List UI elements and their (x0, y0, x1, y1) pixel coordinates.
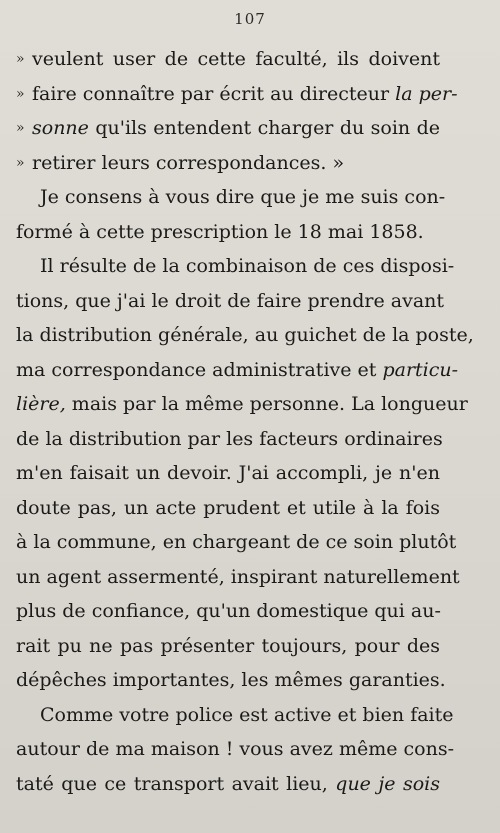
text-line (16, 42, 440, 77)
line-text: dépêches importantes, les mêmes garanties. (16, 669, 446, 691)
text-line (16, 767, 440, 802)
text-line (16, 249, 455, 284)
line-text: autour de ma maison ! vous avez même cons- (16, 738, 454, 760)
line-text: à la commune, en chargeant de ce soin plutôt (16, 531, 457, 553)
line-text: faire connaître par écrit au directeur (32, 82, 396, 105)
quote-mark: » (16, 120, 25, 136)
quote-mark: » (16, 154, 25, 171)
line-text: de la distribution par les facteurs ordinaires (16, 427, 443, 450)
italic-text: que je sois (335, 772, 440, 795)
italic-text: particu- (382, 358, 459, 381)
text-line (16, 422, 443, 457)
text-line (16, 146, 440, 181)
line-text: taté que ce transport avait lieu, (16, 772, 336, 795)
quote-mark: » (16, 51, 25, 67)
text-line (16, 491, 440, 526)
line-text: Il résulte de la combinaison de ces disposi- (40, 255, 455, 277)
line-text: veulent user de cette faculté, ils doivent (32, 48, 440, 70)
line-text: formé à cette prescription le 18 mai 1858. (16, 220, 424, 243)
body-text (16, 42, 474, 801)
italic-text: sonne (32, 117, 89, 139)
text-line (16, 387, 468, 422)
text-line (16, 663, 446, 698)
line-text: qu'ils entendent charger du soin de (88, 117, 440, 139)
text-line (16, 732, 454, 767)
text-line (16, 560, 460, 595)
line-text: ma correspondance administrative et (16, 358, 383, 381)
line-text: plus de confiance, qu'un domestique qui au- (16, 600, 441, 622)
text-line (16, 318, 474, 353)
line-text: tions, que j'ai le droit de faire prendre avant (16, 289, 445, 312)
text-line (16, 180, 446, 215)
line-text: un agent assermenté, inspirant naturellement (16, 565, 460, 588)
text-line (16, 111, 440, 146)
line-text: Je consens à vous dire que je me suis con- (40, 186, 446, 208)
text-line (16, 284, 445, 319)
text-line (16, 353, 459, 388)
text-line (16, 456, 440, 491)
text-line (16, 525, 457, 560)
text-line (16, 698, 454, 733)
text-line (16, 215, 440, 250)
text-line (16, 77, 458, 112)
italic-text: la per- (395, 82, 458, 105)
line-text: rait pu ne pas présenter toujours, pour des (16, 634, 440, 657)
text-line (16, 594, 440, 629)
line-text: retirer leurs correspondances. » (32, 151, 345, 174)
italic-text: lière, (16, 393, 66, 415)
line-text: doute pas, un acte prudent et utile à la fois (16, 496, 440, 519)
text-line (16, 629, 440, 664)
line-text: la distribution générale, au guichet de la poste, (16, 324, 474, 346)
line-text: mais par la même personne. La longueur (65, 393, 468, 415)
page-number: 107 (234, 10, 266, 28)
line-text: Comme votre police est active et bien faite (40, 703, 454, 726)
line-text: m'en faisait un devoir. J'ai accompli, je n'en (16, 462, 440, 484)
quote-mark: » (16, 85, 25, 102)
